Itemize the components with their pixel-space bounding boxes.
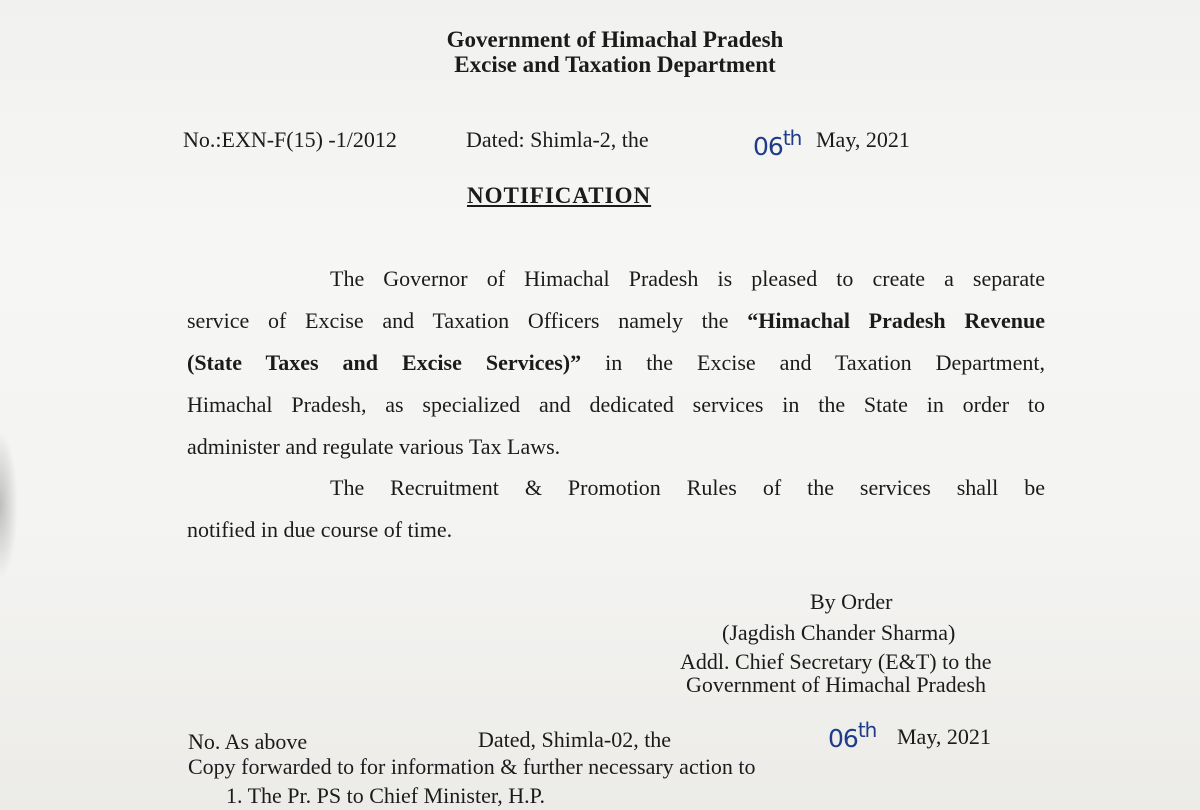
footer-month-year: May, 2021 xyxy=(897,724,991,749)
service-name-part-2: (State Taxes and Excise Services)” xyxy=(187,350,582,375)
handwritten-day: 06 xyxy=(753,132,783,161)
paragraph-2-line-1: The Recruitment & Promotion Rules of the services shall be xyxy=(330,475,1045,500)
paragraph-2-line-2: notified in due course of time. xyxy=(187,517,453,542)
paragraph-1-line-4: Himachal Pradesh, as specialized and dedicated services in the State in order to xyxy=(187,392,1045,417)
paragraph-2 xyxy=(187,467,1045,551)
header-department: Excise and Taxation Department xyxy=(454,52,776,77)
distribution-item-1: 1. The Pr. PS to Chief Minister, H.P. xyxy=(226,783,545,808)
paragraph-1-line-2 xyxy=(187,300,1045,342)
footer-handwritten-day: 06 xyxy=(828,724,858,753)
paragraph-1 xyxy=(187,258,1045,468)
signatory-designation-1: Addl. Chief Secretary (E&T) to the xyxy=(680,649,992,674)
copy-forwarded-line: Copy forwarded to for information & further necessary action to xyxy=(188,754,756,779)
paragraph-1-line-3 xyxy=(187,342,1045,384)
paragraph-1-line-2-text: service of Excise and Taxation Officers namely the xyxy=(187,308,748,333)
by-order: By Order xyxy=(810,589,893,614)
handwritten-date xyxy=(753,126,801,161)
footer-handwritten-suffix: th xyxy=(857,718,877,742)
service-name-part-1: “Himachal Pradesh Revenue xyxy=(747,308,1045,333)
month-year: May, 2021 xyxy=(816,127,910,152)
reference-number: No.:EXN-F(15) -1/2012 xyxy=(183,127,397,152)
footer-dated-label: Dated, Shimla-02, the xyxy=(478,727,672,752)
handwritten-suffix: th xyxy=(782,126,802,150)
paragraph-1-line-3-text: in the Excise and Taxation Department, xyxy=(581,350,1045,375)
page-shadow xyxy=(0,430,18,580)
paragraph-1-line-1: The Governor of Himachal Pradesh is pleased to create a separate xyxy=(330,266,1045,291)
paragraph-1-line-5: administer and regulate various Tax Laws. xyxy=(187,434,561,459)
footer-reference: No. As above xyxy=(188,729,308,754)
header-government: Government of Himachal Pradesh xyxy=(446,27,784,52)
dated-label: Dated: Shimla-2, the xyxy=(466,127,649,152)
footer-handwritten-date xyxy=(828,718,876,753)
signatory-name: (Jagdish Chander Sharma) xyxy=(722,620,956,645)
signatory-designation-2: Government of Himachal Pradesh xyxy=(686,672,986,697)
page-title: NOTIFICATION xyxy=(467,183,652,208)
